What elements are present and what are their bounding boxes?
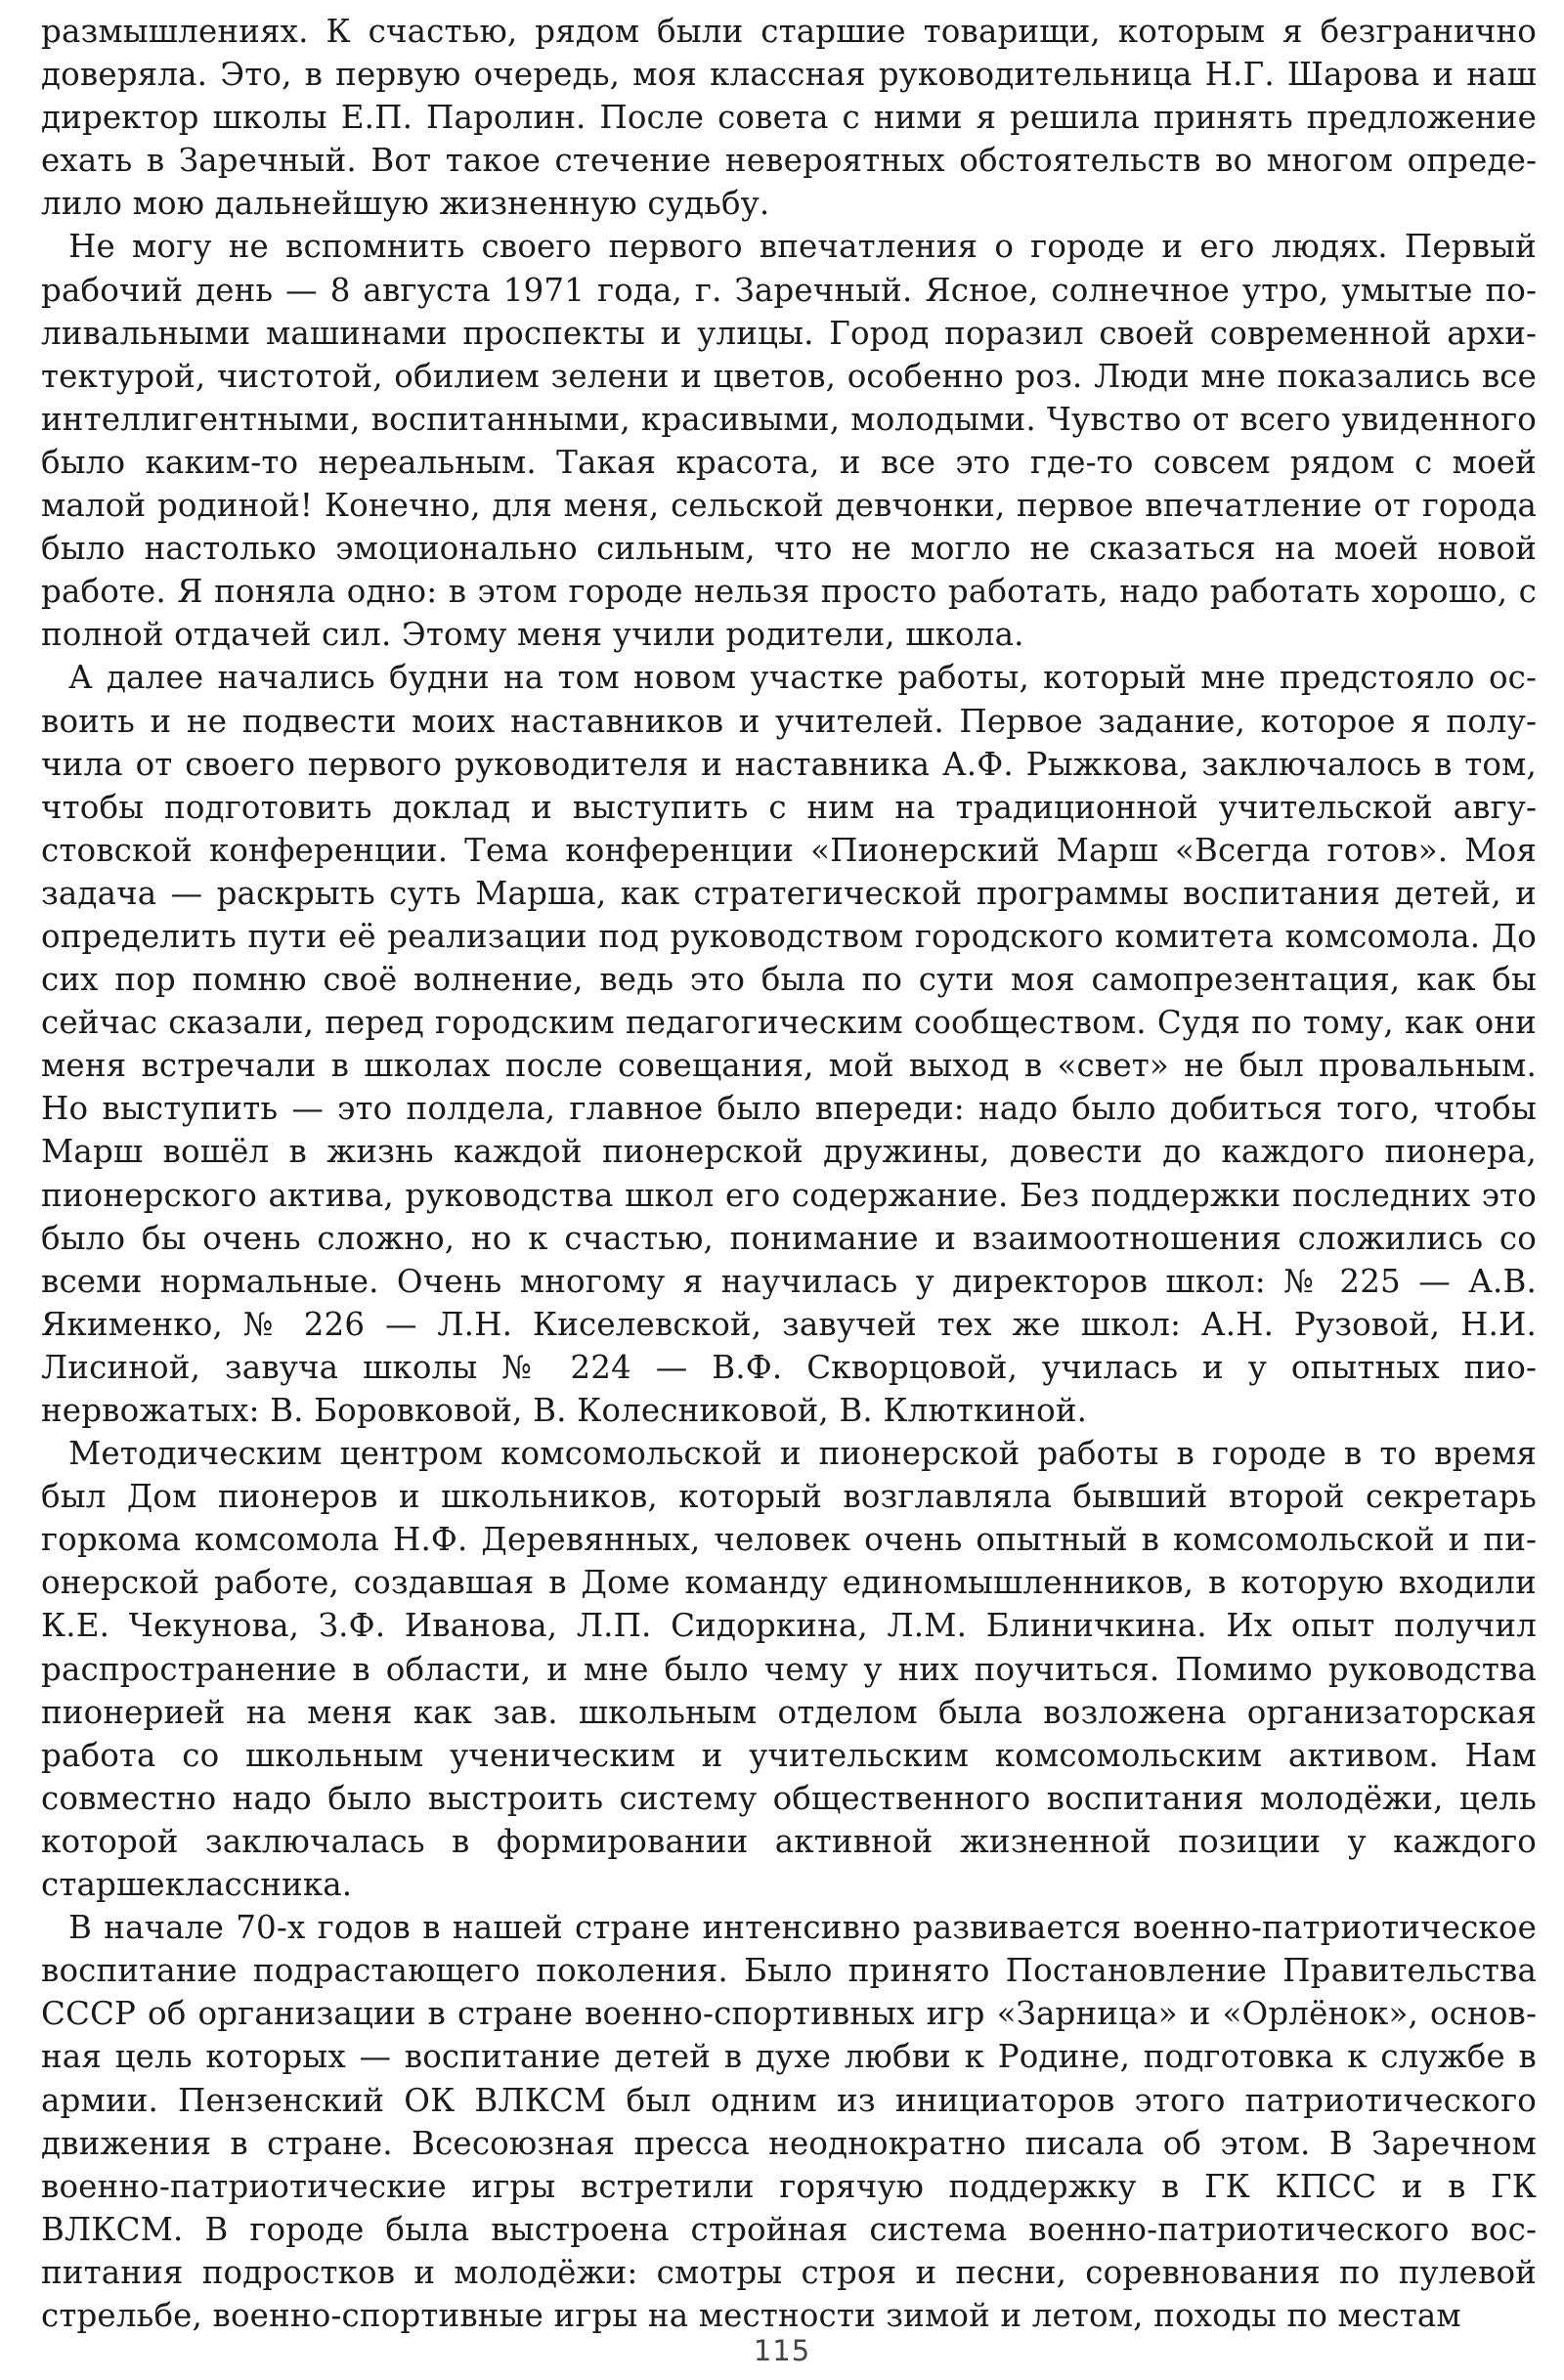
paragraph-methodical-center: Методическим центром комсомольской и пионерской работы в городе в то время был Дом пионеров и школьников, который возглавляла бывший второй секретарь горкома комсомола Н.Ф. Деревянных, человек очень опытный в комсомольской и пионерской работе, создавшая в Доме команду единомышленников, в которую входили К.Е. Чекунова, З.Ф. Иванова, Л.П. Сидоркина, Л.М. Блиничкина. Их опыт получил распространение в области, и мне было чему у них поучиться. Помимо руководства пионерией на меня как зав. школьным отделом была возложена организаторская работа со школьным ученическим и учительским комсомольским активом. Нам совместно надо было выстроить систему общественного воспитания молодёжи, цель которой заключалась в формировании активной жизненной позиции у каждого старшеклассника. <box>41 1435 1537 1904</box>
page-text <box>41 10 1537 2337</box>
paragraph-conference: А далее начались будни на том новом участке работы, который мне предстояло освоить и не подвести моих наставников и учителей. Первое задание, которое я получила от своего первого руководителя и наставника А.Ф. Рыжкова, заключалось в том, чтобы подготовить доклад и выступить с ним на традиционной учительской августовской конференции. Тема конференции «Пионерский Марш «Всегда готов». Моя задача — раскрыть суть Марша, как стратегической программы воспитания детей, и определить пути её реализации под руководством городского комитета комсомола. До сих пор помню своё волнение, ведь это была по сути моя самопрезентация, как бы сейчас сказали, перед городским педагогическим сообществом. Судя по тому, как они меня встречали в школах после совещания, мой выход в «свет» не был провальным. Но выступить — это полдела, главное было впереди: надо было добиться того, чтобы Марш вошёл в жизнь каждой пионерской дружины, довести до каждого пионера, пионерского актива, руководства школ его содержание. Без поддержки последних это было бы очень сложно, но к счастью, понимание и взаимоотношения сложились со всеми нормальные. Очень многому я научилась у директоров школ: № 225 — А.В. Якименко, № 226 — Л.Н. Киселевской, завучей тех же школ: А.Н. Рузовой, Н.И. Лисиной, завуча школы № 224 — В.Ф. Скворцовой, училась и у опытных пионервожатых: В. Боровковой, В. Колесниковой, В. Клюткиной. <box>41 659 1537 1429</box>
paragraph-military-patriotic: В начале 70-х годов в нашей стране интенсивно развивается военно-патриотическое воспитание подрастающего поколения. Было принято Постановление Правительства СССР об организации в стране военно-спортивных игр «Зарница» и «Орлёнок», основная цель которых — воспитание детей в духе любви к Родине, подготовка к службе в армии. Пензенский ОК ВЛКСМ был одним из инициаторов этого патриотического движения в стране. Всесоюзная пресса неоднократно писала об этом. В Заречном военно-патриотические игры встретили горячую поддержку в ГК КПСС и в ГК ВЛКСМ. В городе была выстроена стройная система военно-патриотического воспитания подростков и молодёжи: смотры строя и песни, соревнования по пулевой стрельбе, военно-спортивные игры на местности зимой и летом, походы по местам <box>41 1909 1537 2334</box>
paragraph-first-impression: Не могу не вспомнить своего первого впечатления о городе и его людях. Первый рабочий день — 8 августа 1971 года, г. Заречный. Ясное, солнечное утро, умытые поливальными машинами проспекты и улицы. Город поразил своей современной архитектурой, чистотой, обилием зелени и цветов, особенно роз. Люди мне показались все интеллигентными, воспитанными, красивыми, молодыми. Чувство от всего увиденного было каким-то нереальным. Такая красота, и все это где-то совсем рядом с моей малой родиной! Конечно, для меня, сельской девчонки, первое впечатление от города было настолько эмоционально сильным, что не могло не сказаться на моей новой работе. Я поняла одно: в этом городе нельзя просто работать, надо работать хорошо, с полной отдачей сил. Этому меня учили родители, школа. <box>41 228 1537 654</box>
paragraph-continuation: размышлениях. К счастью, рядом были старшие товарищи, которым я безгранично доверяла. Это, в первую очередь, моя классная руководительница Н.Г. Шарова и наш директор школы Е.П. Паролин. После совета с ними я решила принять предложение ехать в Заречный. Вот такое стечение невероятных обстоятельств во многом определило мою дальнейшую жизненную судьбу. <box>41 13 1537 223</box>
page-number: 115 <box>753 2334 811 2367</box>
